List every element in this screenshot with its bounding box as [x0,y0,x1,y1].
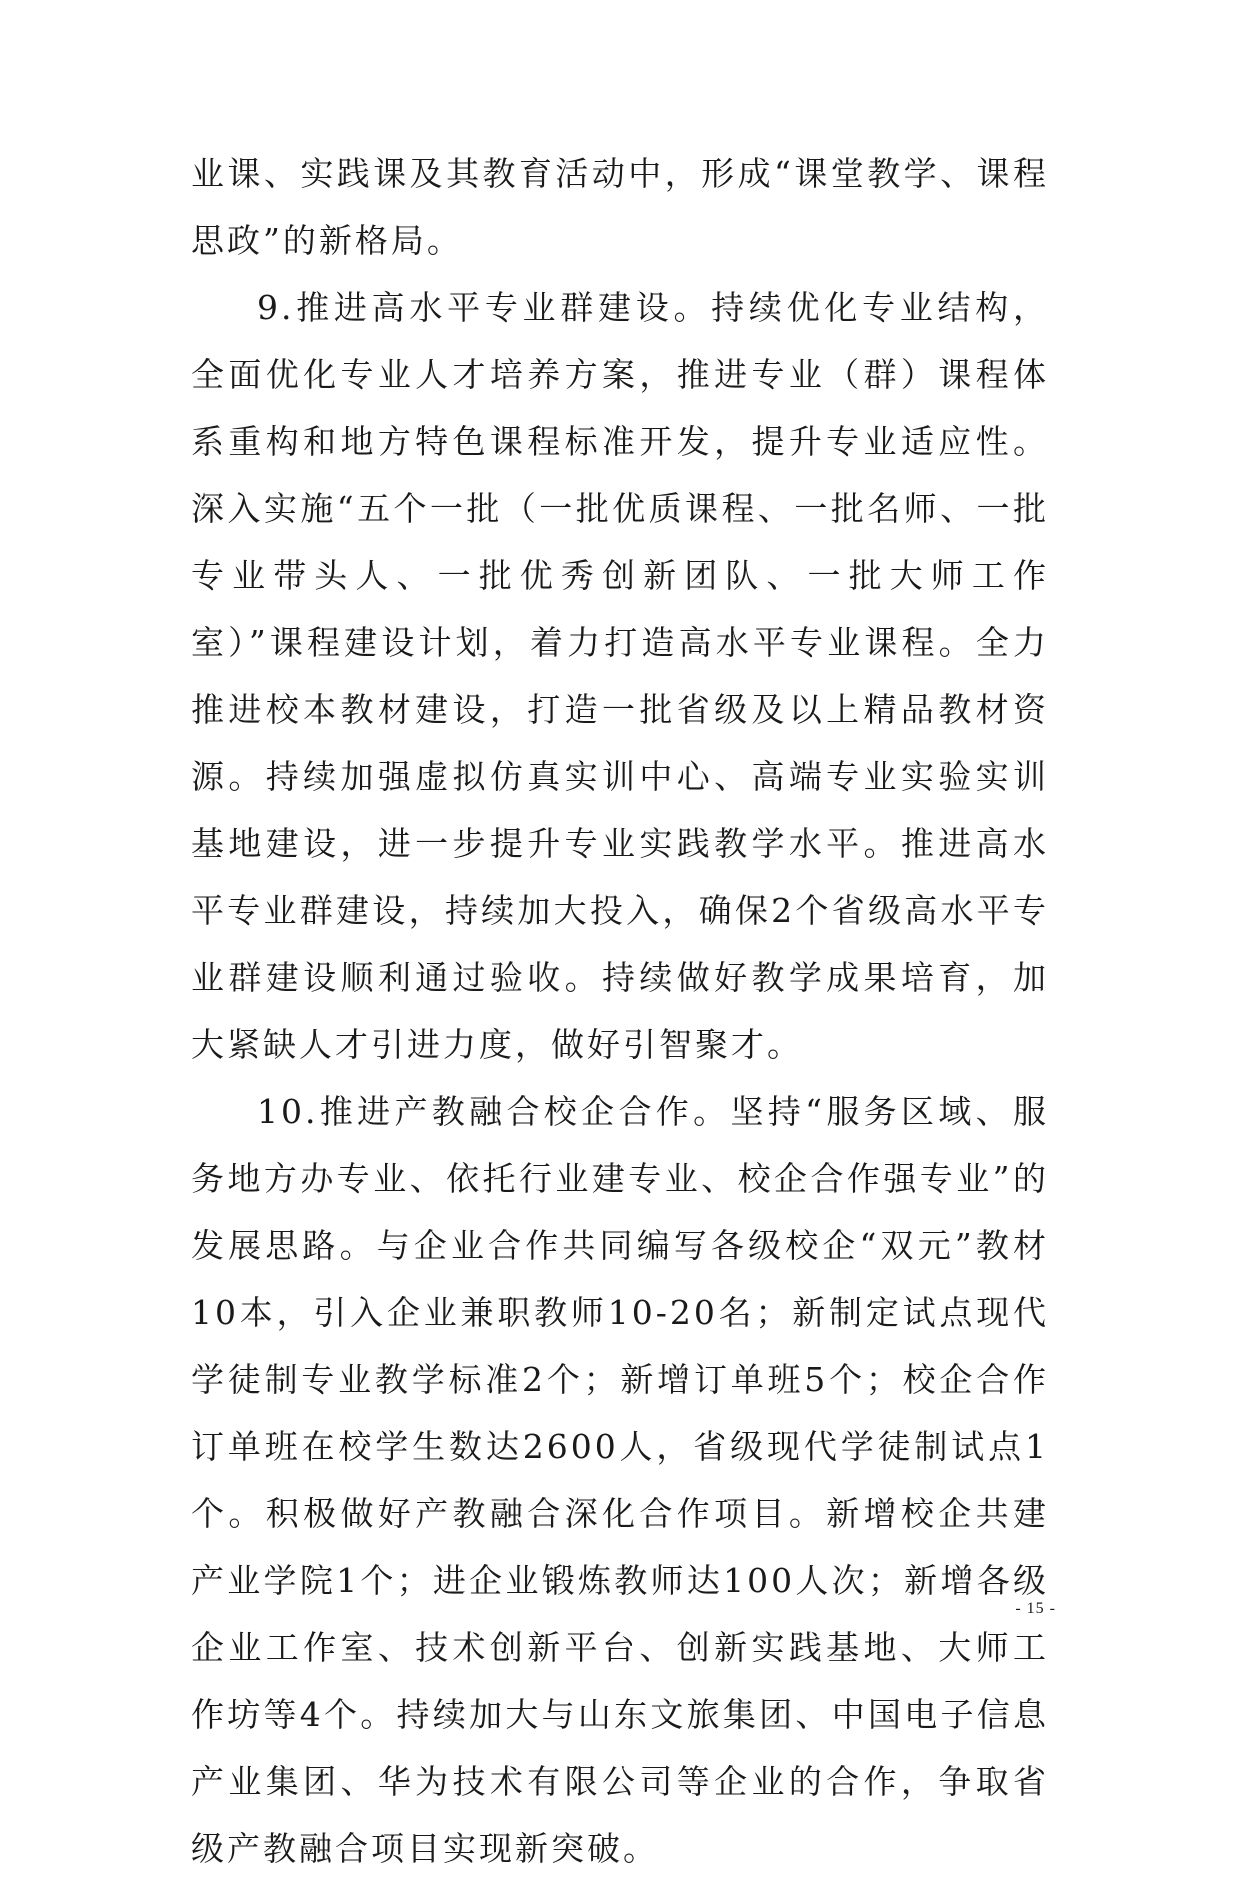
document-body [191,140,1049,1882]
paragraph-item-10: 10.推进产教融合校企合作。坚持“服务区域、服务地方办专业、依托行业建专业、校企合作强专业”的发展思路。与企业合作共同编写各级校企“双元”教材10本，引入企业兼职教师10-20名；新制定试点现代学徒制专业教学标准2个；新增订单班5个；校企合作订单班在校学生数达2600人，省级现代学徒制试点1个。积极做好产教融合深化合作项目。新增校企共建产业学院1个；进企业锻炼教师达100人次；新增各级企业工作室、技术创新平台、创新实践基地、大师工作坊等4个。持续加大与山东文旅集团、中国电子信息产业集团、华为技术有限公司等企业的合作，争取省级产教融合项目实现新突破。 [191,1092,1049,1868]
paragraph-item-9: 9.推进高水平专业群建设。持续优化专业结构，全面优化专业人才培养方案，推进专业（群）课程体系重构和地方特色课程标准开发，提升专业适应性。深入实施“五个一批（一批优质课程、一批名师、一批专业带头人、一批优秀创新团队、一批大师工作室）”课程建设计划，着力打造高水平专业课程。全力推进校本教材建设，打造一批省级及以上精品教材资源。持续加强虚拟仿真实训中心、高端专业实验实训基地建设，进一步提升专业实践教学水平。推进高水平专业群建设，持续加大投入，确保2个省级高水平专业群建设顺利通过验收。持续做好教学成果培育，加大紧缺人才引进力度，做好引智聚才。 [191,288,1049,1064]
page-number: - 15 - [1015,1600,1056,1617]
paragraph-continued: 业课、实践课及其教育活动中，形成“课堂教学、课程思政”的新格局。 [191,154,1049,260]
